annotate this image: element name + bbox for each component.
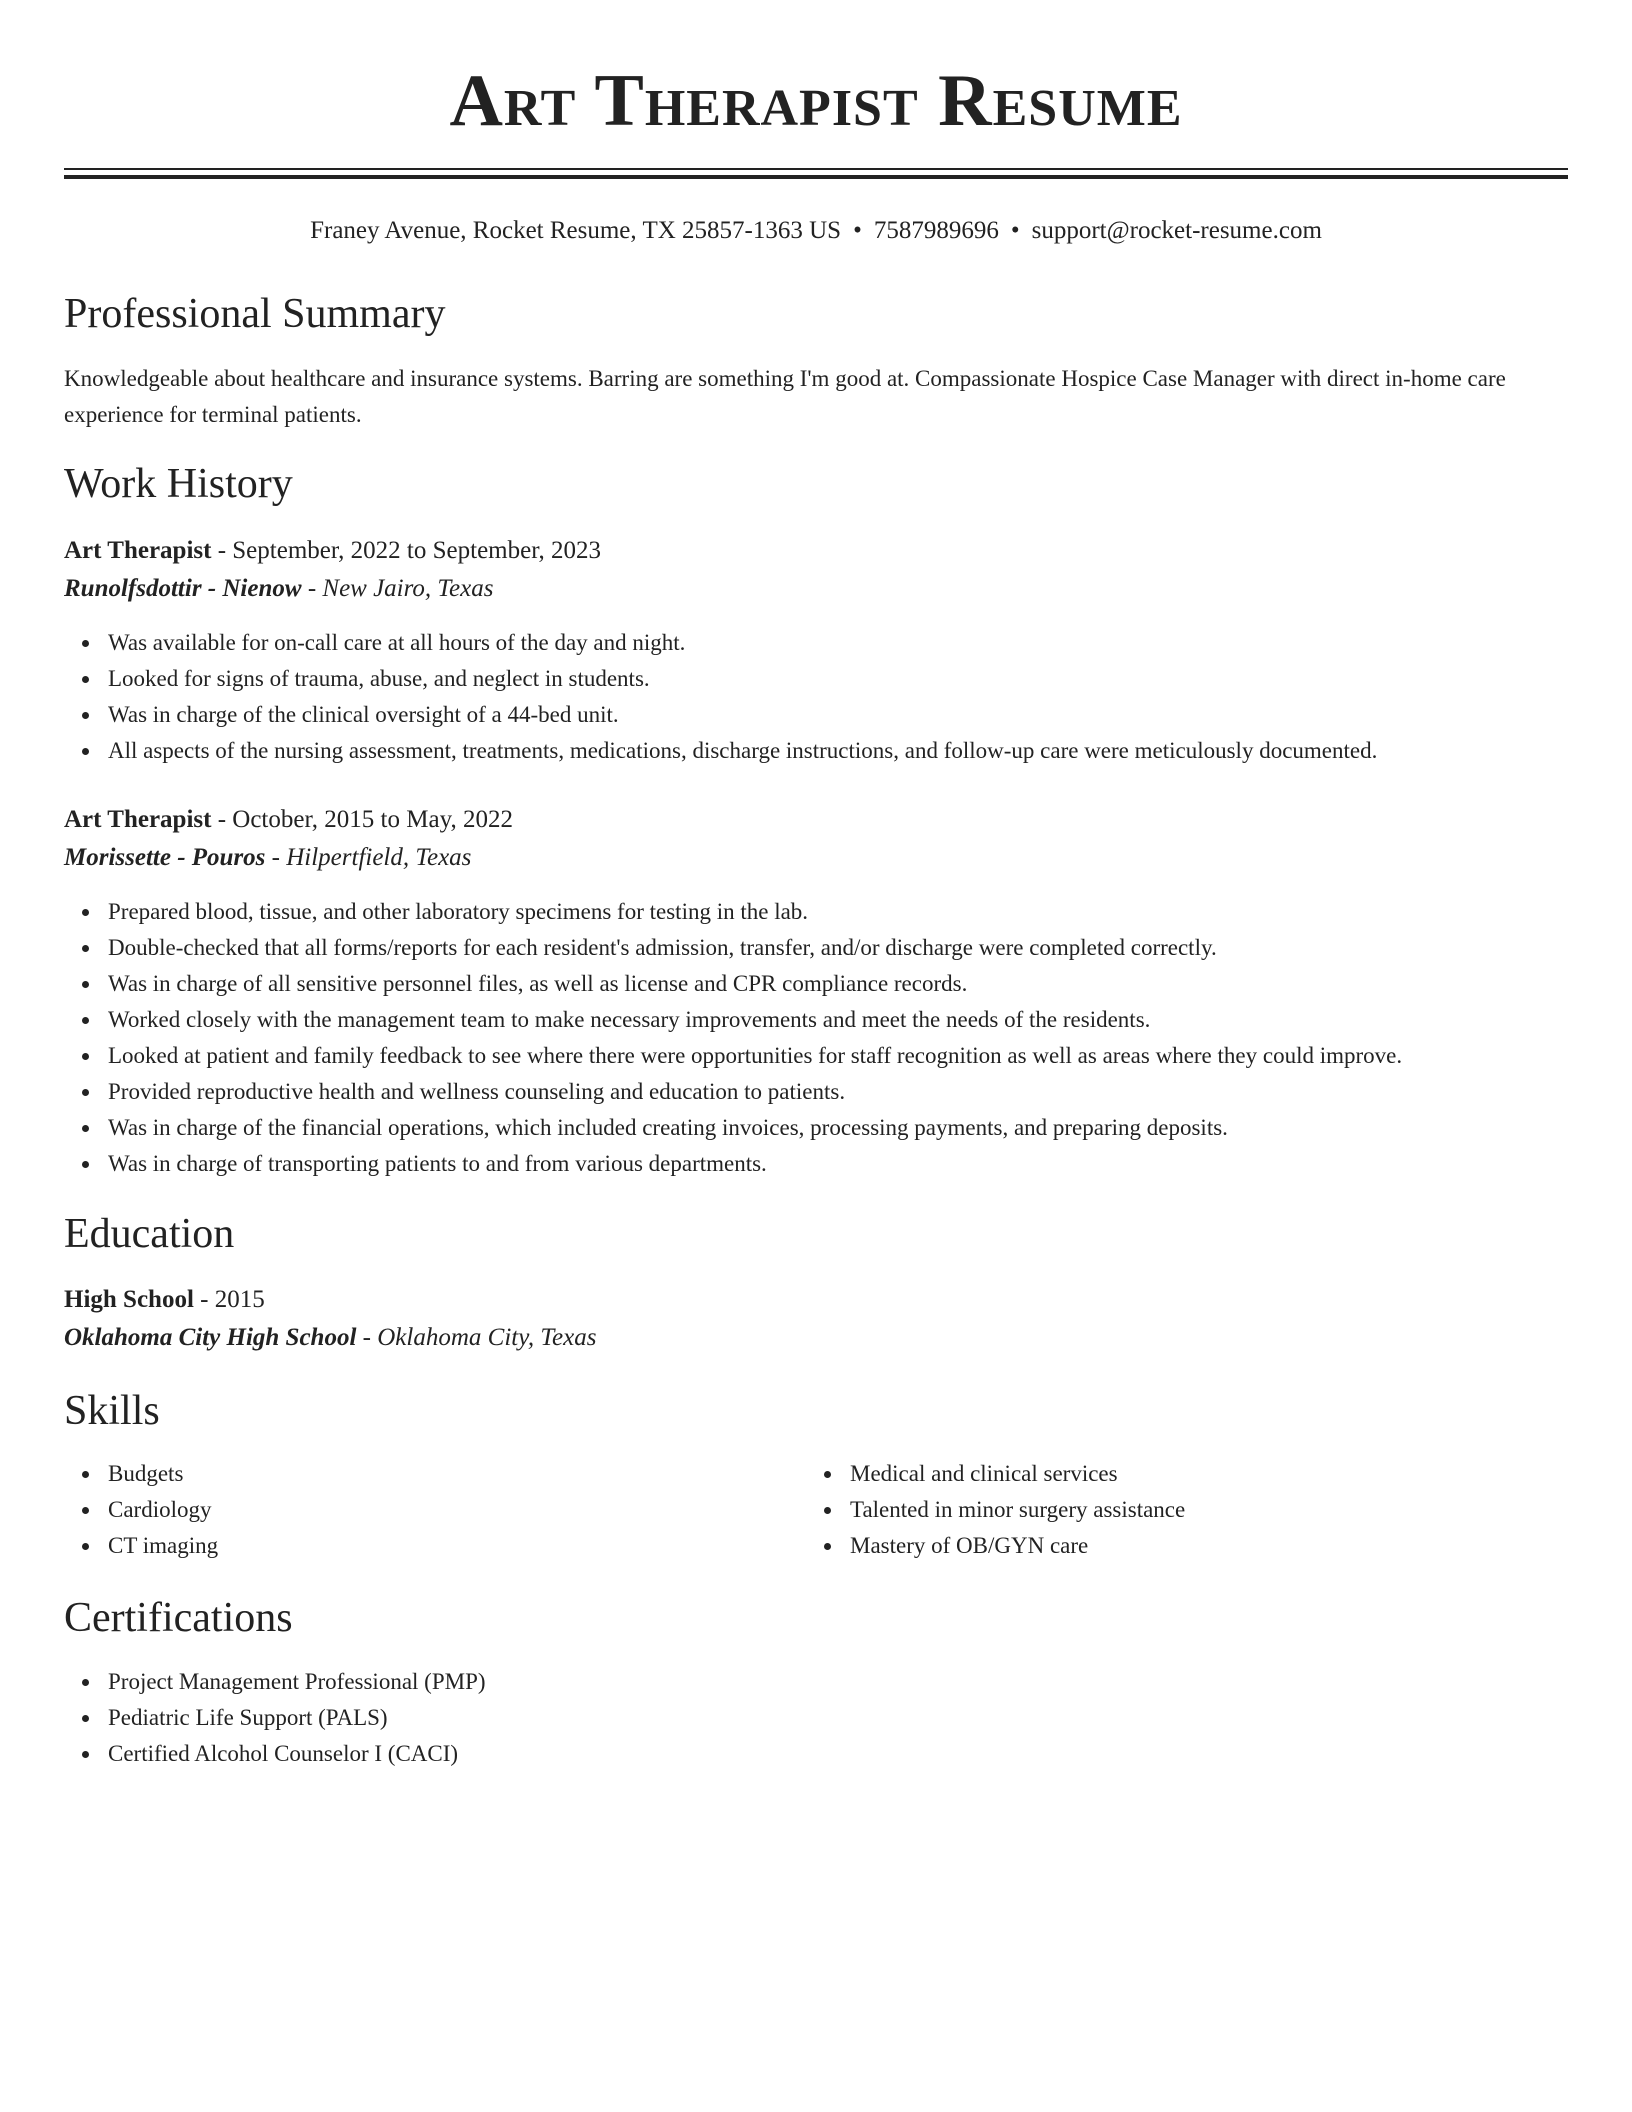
certifications-heading: Certifications bbox=[64, 1595, 293, 1641]
job-duties-list bbox=[64, 625, 1377, 769]
page-title: Art Therapist Resume bbox=[449, 60, 1183, 142]
job-dates: - September, 2022 to September, 2023 bbox=[211, 537, 602, 564]
title-divider bbox=[64, 168, 1568, 179]
job-title: Art Therapist bbox=[64, 537, 212, 564]
employer-name: Runolfsdottir - Nienow bbox=[64, 575, 302, 602]
certifications-list bbox=[64, 1664, 486, 1772]
contact-separator: • bbox=[853, 217, 862, 244]
summary-text: Knowledgeable about healthcare and insurance systems. Barring are something I'm good at. Compassionate Hospice Case Manager with direct in-home care experience for terminal patients. bbox=[64, 366, 1506, 427]
employer-line bbox=[64, 571, 493, 607]
list-item: Prepared blood, tissue, and other laboratory specimens for testing in the lab. bbox=[108, 894, 1402, 930]
list-item: Looked for signs of trauma, abuse, and neglect in students. bbox=[108, 661, 1377, 697]
list-item: Mastery of OB/GYN care bbox=[850, 1528, 1185, 1564]
list-item: Pediatric Life Support (PALS) bbox=[108, 1700, 486, 1736]
summary-heading: Professional Summary bbox=[64, 291, 446, 337]
job-dates: - October, 2015 to May, 2022 bbox=[211, 806, 513, 833]
list-item: Talented in minor surgery assistance bbox=[850, 1492, 1185, 1528]
skills-list-right bbox=[806, 1456, 1185, 1564]
employer-location: - Hilpertfield, Texas bbox=[265, 844, 472, 871]
list-item: Project Management Professional (PMP) bbox=[108, 1664, 486, 1700]
employer-location: - New Jairo, Texas bbox=[301, 575, 494, 602]
list-item: Was in charge of transporting patients to and from various departments. bbox=[108, 1146, 1402, 1182]
list-item: Was in charge of all sensitive personnel files, as well as license and CPR compliance records. bbox=[108, 966, 1402, 1002]
school-name: Oklahoma City High School bbox=[64, 1324, 357, 1351]
work-history-heading: Work History bbox=[64, 461, 293, 507]
list-item: Budgets bbox=[108, 1456, 218, 1492]
list-item: Was in charge of the clinical oversight of a 44-bed unit. bbox=[108, 697, 1377, 733]
contact-email: support@rocket-resume.com bbox=[1031, 217, 1322, 244]
list-item: Was available for on-call care at all hours of the day and night. bbox=[108, 625, 1377, 661]
employer-name: Morissette - Pouros bbox=[64, 844, 266, 871]
employer-line bbox=[64, 840, 471, 876]
list-item: Medical and clinical services bbox=[850, 1456, 1185, 1492]
contact-address: Franey Avenue, Rocket Resume, TX 25857-1363 US bbox=[310, 217, 842, 244]
list-item: Looked at patient and family feedback to see where there were opportunities for staff recognition as well as areas where they could improve. bbox=[108, 1038, 1402, 1074]
job-title-line bbox=[64, 802, 513, 838]
job-duties-list bbox=[64, 894, 1402, 1182]
contact-separator: • bbox=[1010, 217, 1020, 244]
list-item: Was in charge of the financial operations, which included creating invoices, processing payments, and preparing deposits. bbox=[108, 1110, 1402, 1146]
degree: High School bbox=[64, 1286, 194, 1313]
job-title: Art Therapist bbox=[64, 806, 212, 833]
school-location: - Oklahoma City, Texas bbox=[356, 1324, 597, 1351]
list-item: CT imaging bbox=[108, 1528, 218, 1564]
education-heading: Education bbox=[64, 1211, 235, 1257]
contact-phone: 7587989696 bbox=[873, 217, 999, 244]
contact-line bbox=[64, 214, 1568, 248]
list-item: Worked closely with the management team to make necessary improvements and meet the needs of the residents. bbox=[108, 1002, 1402, 1038]
list-item: Double-checked that all forms/reports for each resident's admission, transfer, and/or discharge were completed correctly. bbox=[108, 930, 1402, 966]
list-item: Certified Alcohol Counselor I (CACI) bbox=[108, 1736, 486, 1772]
graduation-year: - 2015 bbox=[193, 1286, 265, 1313]
degree-line bbox=[64, 1282, 265, 1318]
skills-list-left bbox=[64, 1456, 218, 1564]
skills-heading: Skills bbox=[64, 1388, 160, 1434]
list-item: Cardiology bbox=[108, 1492, 218, 1528]
job-title-line bbox=[64, 533, 601, 569]
list-item: All aspects of the nursing assessment, treatments, medications, discharge instructions, and follow-up care were meticulously documented. bbox=[108, 733, 1377, 769]
school-line bbox=[64, 1320, 596, 1356]
list-item: Provided reproductive health and wellness counseling and education to patients. bbox=[108, 1074, 1402, 1110]
